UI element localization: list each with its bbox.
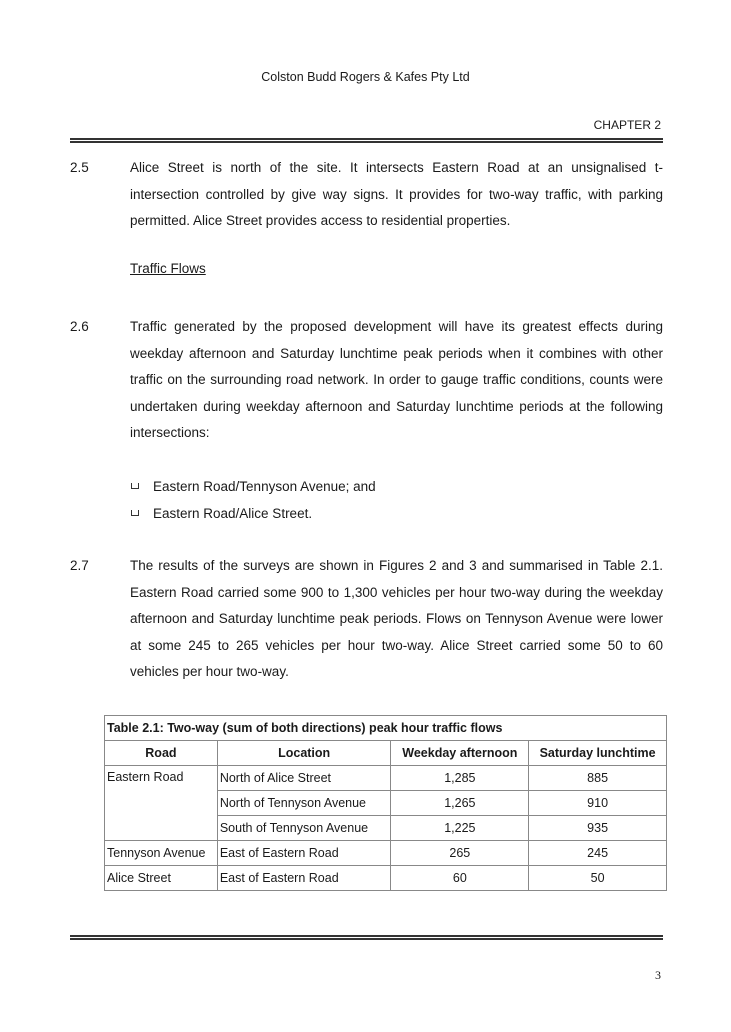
weekday-cell: 1,265 [391,791,529,816]
weekday-cell: 1,285 [391,766,529,791]
table-row [105,866,667,891]
intersection-list [130,474,376,527]
saturday-cell: 935 [529,816,667,841]
column-header: Location [217,741,391,766]
table-header-row [105,741,667,766]
company-name: Colston Budd Rogers & Kafes Pty Ltd [261,70,470,84]
location-cell: East of Eastern Road [217,841,391,866]
chapter-label: CHAPTER 2 [593,118,661,132]
weekday-cell: 265 [391,841,529,866]
paragraph-number: 2.7 [70,558,89,573]
header-rule [70,138,663,143]
paragraph-number: 2.6 [70,319,89,334]
location-cell: North of Tennyson Avenue [217,791,391,816]
paragraph-2-6 [70,314,663,447]
paragraph-number: 2.5 [70,160,89,175]
paragraph-text: Alice Street is north of the site. It intersects Eastern Road at an unsignalised t-intersection controlled by give way signs. It provides for two-way traffic, with parking permitted. Alice Street provides access to residential properties. [130,160,663,228]
checkbox-bullet-icon [131,483,139,489]
column-header: Saturday lunchtime [529,741,667,766]
paragraph-text: Traffic generated by the proposed development will have its greatest effects during weekday afternoon and Saturday lunchtime peak periods when it combines with other traffic on the surrounding road network. In order to gauge traffic conditions, counts were undertaken during weekday afternoon and Saturday lunchtime periods at the following intersections: [130,319,663,440]
weekday-cell: 60 [391,866,529,891]
page-number: 3 [655,968,661,982]
road-cell: Alice Street [105,866,218,891]
table-row [105,841,667,866]
list-item: Eastern Road/Alice Street. [130,501,376,528]
paragraph-text: The results of the surveys are shown in Figures 2 and 3 and summarised in Table 2.1. Eastern Road carried some 900 to 1,300 vehicles per hour two-way during the weekday afternoon and Saturday lunchtime peak periods. Flows on Tennyson Avenue were lower at some 245 to 265 vehicles per hour two-way. Alice Street carried some 50 to 60 vehicles per hour two-way. [130,558,663,679]
saturday-cell: 885 [529,766,667,791]
paragraph-2-7 [70,553,663,686]
column-header: Road [105,741,218,766]
location-cell: North of Alice Street [217,766,391,791]
checkbox-bullet-icon [131,510,139,516]
footer-rule [70,935,663,940]
paragraph-2-5 [70,155,663,235]
table-row [105,766,667,791]
weekday-cell: 1,225 [391,816,529,841]
saturday-cell: 50 [529,866,667,891]
road-cell: Eastern Road [105,766,218,841]
location-cell: East of Eastern Road [217,866,391,891]
location-cell: South of Tennyson Avenue [217,816,391,841]
saturday-cell: 910 [529,791,667,816]
list-item: Eastern Road/Tennyson Avenue; and [130,474,376,501]
table-caption: Table 2.1: Two-way (sum of both directions) peak hour traffic flows [105,716,667,741]
traffic-flow-table [104,715,667,891]
column-header: Weekday afternoon [391,741,529,766]
saturday-cell: 245 [529,841,667,866]
section-heading: Traffic Flows [130,261,206,276]
road-cell: Tennyson Avenue [105,841,218,866]
